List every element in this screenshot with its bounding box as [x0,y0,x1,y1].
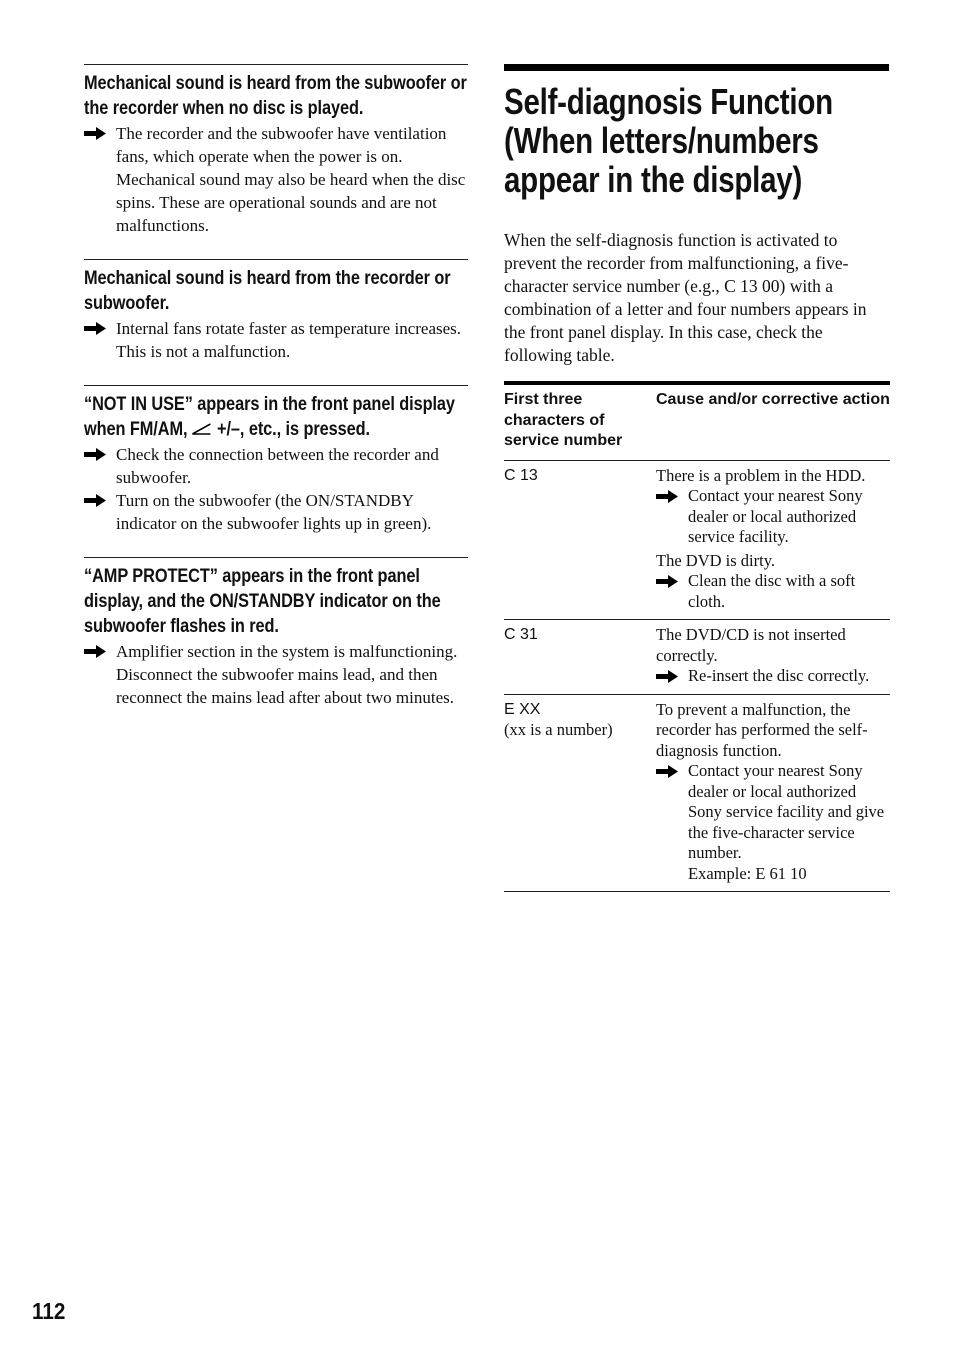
remedy-text: Amplifier section in the system is malfunctioning. Disconnect the subwoofer mains lead, and then reconnect the mains lead after about two minutes. [116,642,458,707]
self-diagnosis-column [504,64,890,892]
remedy-text: Turn on the subwoofer (the ON/STANDBY indicator on the subwoofer lights up in green). [116,491,432,533]
service-code-cell [504,620,656,695]
action-text: Clean the disc with a soft cloth. [688,571,856,611]
page-title: Self-diagnosis Function (When letters/numbers appear in the display) [504,81,833,200]
table-row [504,694,890,892]
cause-cell [656,694,890,892]
troubleshooting-section [84,64,468,237]
remedy-item [84,317,468,363]
table-row [504,460,890,620]
service-code: E XX [504,700,541,718]
action-text: Contact your nearest Sony dealer or local authorized service facility. [688,486,863,546]
service-code-cell [504,460,656,620]
cause-text: There is a problem in the HDD. [656,465,866,485]
intro-paragraph: When the self-diagnosis function is activated to prevent the recorder from malfunctioning, a five-character service number (e.g., C 13 00) with a combination of a letter and four numbers appears in the front panel display. In this case, check the following table. [504,230,867,365]
arrow-right-icon [84,127,106,140]
action-item [656,571,890,612]
arrow-right-icon [84,448,106,461]
troubleshooting-section [84,259,468,363]
page-number: 112 [32,1298,66,1324]
table-header-row [504,383,890,460]
section-heading: Mechanical sound is heard from the subwoofer or the recorder when no disc is played. [84,73,467,119]
cause-text: The DVD is dirty. [656,550,775,570]
remedy-text: Check the connection between the recorder and subwoofer. [116,445,439,487]
volume-icon [192,423,213,435]
action-text: Contact your nearest Sony dealer or local authorized Sony service facility and give the five-character service number. [688,761,885,862]
remedy-item [84,640,468,709]
service-code: C 13 [504,466,538,484]
title-rule [504,64,889,71]
cause-cell [656,460,890,620]
troubleshooting-section [84,385,468,535]
heading-prefix: “NOT IN USE” appears in the front panel display when FM/AM, [84,394,455,440]
action-item [656,486,890,548]
action-item [656,666,890,687]
cause-text: To prevent a malfunction, the recorder has performed the self-diagnosis function. [656,699,868,760]
arrow-right-icon [84,645,106,658]
section-heading [84,392,467,442]
troubleshooting-section [84,557,468,709]
cause-cell [656,620,890,695]
column-header-cause: Cause and/or corrective action [656,391,890,408]
troubleshooting-column [84,64,468,731]
action-item [656,761,890,884]
remedy-item [84,122,468,237]
remedy-text: Internal fans rotate faster as temperature increases. This is not a malfunction. [116,319,462,361]
section-heading: Mechanical sound is heard from the recorder or subwoofer. [84,268,451,314]
column-header-code: First three characters of service number [504,391,623,449]
remedy-item [84,489,468,535]
remedy-text: The recorder and the subwoofer have ventilation fans, which operate when the power is on. Mechanical sound may also be heard when the disc spins. These are operational sounds and are not malfunctions. [116,124,466,235]
table-row [504,620,890,695]
service-number-table [504,381,890,892]
service-code-cell [504,694,656,892]
service-code: C 31 [504,626,538,643]
arrow-right-icon [84,322,106,335]
arrow-right-icon [656,765,678,778]
arrow-right-icon [84,494,106,507]
service-code-note: (xx is a number) [504,719,613,739]
cause-text: The DVD/CD is not inserted correctly. [656,625,846,665]
section-heading: “AMP PROTECT” appears in the front panel display, and the ON/STANDBY indicator on the subwoofer flashes in red. [84,566,441,637]
arrow-right-icon [656,490,678,503]
arrow-right-icon [656,670,678,683]
heading-suffix: +/–, etc., is pressed. [217,419,370,440]
remedy-item [84,443,468,489]
arrow-right-icon [656,575,678,588]
action-text: Re-insert the disc correctly. [688,666,870,685]
example-text: Example: E 61 10 [688,863,807,883]
